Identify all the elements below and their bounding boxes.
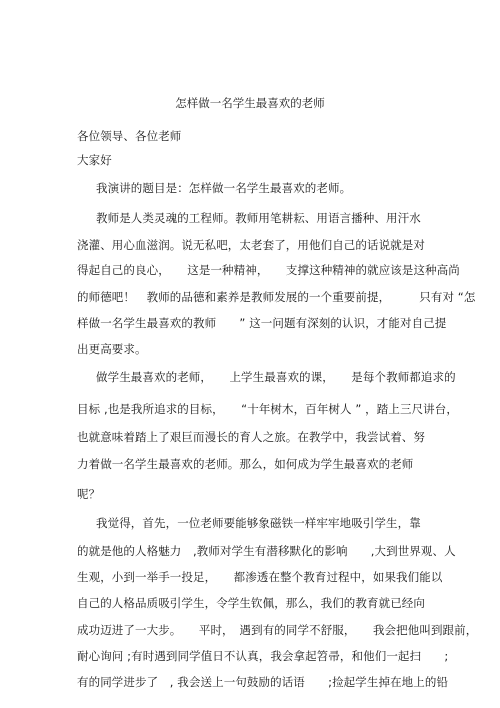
- paragraph-line: 耐心询问 ;有时遇到同学值日不认真，我会拿起笤帚，和他们一起扫 ;: [77, 649, 449, 663]
- paragraph-line: 浇灌、用心血滋润。说无私吧，太老套了，用他们自己的话说就是对: [77, 238, 425, 252]
- paragraph-line: 教师是人类灵魂的工程师。教师用笔耕耘、用语言播种、用汗水: [96, 211, 421, 225]
- paragraph-line: 成功迈进了一大步。 平时， 遇到有的同学不舒服， 我会把他叫到跟前，: [77, 623, 478, 637]
- paragraph-line: 力着做一名学生最喜欢的老师。那么，如何成为学生最喜欢的老师: [77, 457, 414, 471]
- paragraph-line: 自己的人格品质吸引学生，令学生钦佩，那么，我们的教育就已经向: [77, 596, 425, 610]
- topic-line: 我演讲的题目是：怎样做一名学生最喜欢的老师。: [96, 181, 352, 195]
- paragraph-line: 出更高要求。: [77, 342, 147, 356]
- paragraph-line: 的师德吧！ 教师的品德和素养是教师发展的一个重要前提， 只有对 “怎: [77, 290, 476, 304]
- salutation-line: 各位领导、各位老师: [77, 129, 182, 143]
- paragraph-line: 生观，小到一举手一投足， 都渗透在整个教育过程中，如果我们能以: [77, 570, 443, 584]
- paragraph-line: 样做一名学生最喜欢的教师 ” 这一问题有深刻的认识，才能对自己提: [77, 316, 447, 330]
- greeting-line: 大家好: [77, 153, 112, 167]
- paragraph-line: 目标 ,也是我所追求的目标， “十年树木，百年树人 ” ，踏上三尺讲台，: [77, 402, 458, 416]
- paragraph-line: 我觉得，首先，一位老师要能够象磁铁一样牢牢地吸引学生，靠: [96, 516, 421, 530]
- paragraph-line: 有的同学进步了 , 我会送上一句鼓励的话语 ;捡起学生掉在地上的铅: [77, 675, 449, 689]
- document-title: 怎样做一名学生最喜欢的老师: [175, 96, 325, 110]
- paragraph-line: 得起自己的良心， 这是一种精神， 支撑这种精神的就应该是这种高尚: [77, 263, 460, 277]
- paragraph-line: 呢？: [77, 487, 101, 501]
- paragraph-line: 的就是他的人格魅力 ,教师对学生有潜移默化的影响 ,大到世界观、人: [77, 544, 456, 558]
- paragraph-line: 也就意味着踏上了艰巨而漫长的育人之旅。在教学中，我尝试着、努: [77, 430, 425, 444]
- paragraph-line: 做学生最喜欢的老师， 上学生最喜欢的课， 是每个教师都追求的: [96, 370, 456, 384]
